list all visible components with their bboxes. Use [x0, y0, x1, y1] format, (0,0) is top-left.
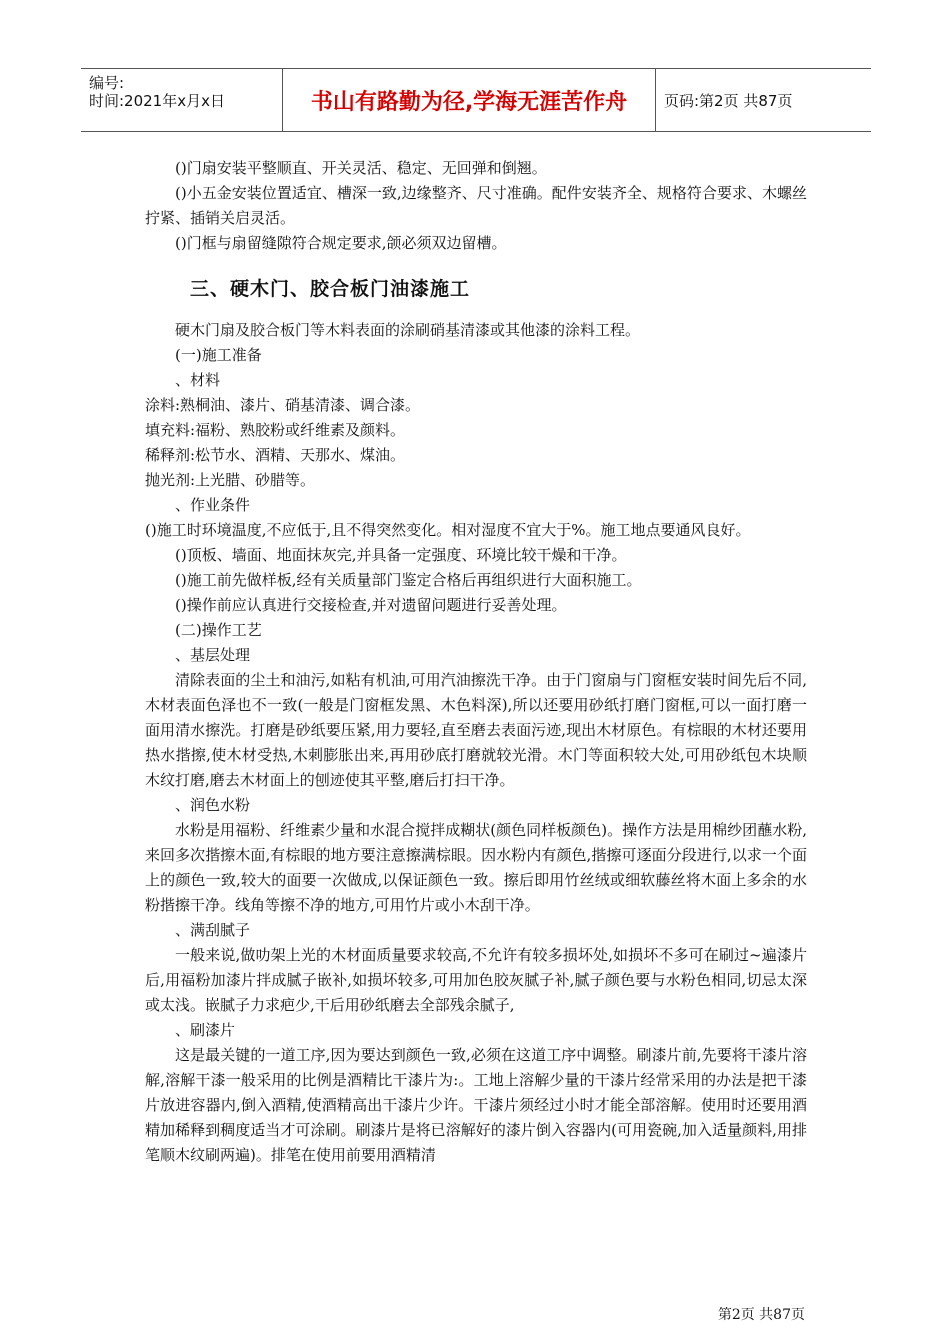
time-label: 时间:2021年x月x日 — [89, 92, 225, 110]
paragraph: 抛光剂:上光腊、砂腊等。 — [145, 471, 316, 489]
paragraph: 清除表面的尘土和油污,如粘有机油,可用汽油擦洗干净。由于门窗扇与门窗框安装时间先后不同,木材表面色泽也不一致(一般是门窗框发黑、木色料深),所以还要用砂纸打磨门窗框,可以一面打磨一面用清水擦洗。打磨是砂纸要压紧,用力要轻,直至磨去表面污迹,现出木材原色。有棕眼的木材还要用热水揩擦,使木材受热,木刺膨胀出来,再用砂底打磨就较光滑。木门等面积较大处,可用砂纸包木块顺木纹打磨,磨去木材面上的刨迹使其平整,磨后打扫干净。 — [145, 671, 807, 789]
subheading: 、刷漆片 — [175, 1021, 236, 1039]
paragraph: 涂料:熟桐油、漆片、硝基清漆、调合漆。 — [145, 396, 421, 414]
paragraph: 硬木门扇及胶合板门等木料表面的涂刷硝基清漆或其他漆的涂料工程。 — [175, 321, 641, 339]
paragraph: 填充料:福粉、熟胶粉或纤维素及颜料。 — [145, 421, 406, 439]
subheading: 、材料 — [175, 371, 221, 389]
paragraph: 稀释剂:松节水、酒精、天那水、煤油。 — [145, 446, 406, 464]
subheading: 、基层处理 — [175, 646, 251, 664]
list-item: ()门框与扇留缝隙符合规定要求,颌必须双边留槽。 — [175, 234, 507, 252]
page-footer: 第2页 共87页 — [717, 1307, 805, 1323]
list-item: ()小五金安装位置适宜、槽深一致,边缘整齐、尺寸准确。配件安装齐全、规格符合要求、木螺丝拧紧、插销关启灵活。 — [145, 184, 807, 227]
list-item: ()门扇安装平整顺直、开关灵活、稳定、无回弹和倒翘。 — [175, 159, 547, 177]
paragraph: ()操作前应认真进行交接检查,并对遗留问题进行妥善处理。 — [175, 596, 567, 614]
header-meta-cell — [81, 69, 283, 131]
page-info: 页码:第2页 共87页 — [664, 91, 793, 110]
motto: 书山有路勤为径,学海无涯苦作舟 — [283, 69, 656, 131]
paragraph: ()顶板、墙面、地面抹灰完,并具备一定强度、环境比较干燥和干净。 — [175, 546, 627, 564]
document-body — [145, 156, 807, 1168]
paragraph: 一般来说,做叻架上光的木材面质量要求较高,不允许有较多损坏处,如损坏不多可在刷过~遍漆片后,用福粉加漆片拌成腻子嵌补,如损坏较多,可用加色胶灰腻子补,腻子颜色要与水粉色相同,切忌太深或太浅。嵌腻子力求疤少,干后用砂纸磨去全部残余腻子, — [145, 946, 807, 1014]
subheading: (二)操作工艺 — [175, 621, 262, 639]
number-label: 编号: — [89, 74, 125, 92]
subheading: 、润色水粉 — [175, 796, 251, 814]
paragraph: 这是最关键的一道工序,因为要达到颜色一致,必须在这道工序中调整。刷漆片前,先要将干漆片溶解,溶解干漆一般采用的比例是酒精比干漆片为:。工地上溶解少量的干漆片经常采用的办法是把干漆片放进容器内,倒入酒精,使酒精高出干漆片少许。干漆片须经过小时才能全部溶解。使用时还要用酒精加稀释到稠度适当才可涂刷。刷漆片是将已溶解好的漆片倒入容器内(可用瓷碗,加入适量颜料,用排笔顺木纹刷两遍)。排笔在使用前要用酒精清 — [145, 1046, 807, 1164]
paragraph: ()施工前先做样板,经有关质量部门鉴定合格后再组织进行大面积施工。 — [175, 571, 642, 589]
subheading: 、满刮腻子 — [175, 921, 251, 939]
paragraph: 水粉是用福粉、纤维素少量和水混合搅拌成糊状(颜色同样板颜色)。操作方法是用棉纱团蘸水粉,来回多次揩擦木面,有棕眼的地方要注意擦满棕眼。因水粉内有颜色,揩擦可逐面分段进行,以求一个面上的颜色一致,较大的面要一次做成,以保证颜色一致。擦后即用竹丝绒或细软藤丝将木面上多余的水粉揩擦干净。线角等擦不净的地方,可用竹片或小木刮干净。 — [145, 821, 807, 914]
paragraph: ()施工时环境温度,不应低于,且不得突然变化。相对湿度不宜大于%。施工地点要通风良好。 — [145, 521, 751, 539]
subheading: (一)施工准备 — [175, 346, 262, 364]
section-title: 三、硬木门、胶合板门油漆施工 — [190, 278, 471, 300]
header-table — [81, 68, 871, 132]
subheading: 、作业条件 — [175, 496, 251, 514]
